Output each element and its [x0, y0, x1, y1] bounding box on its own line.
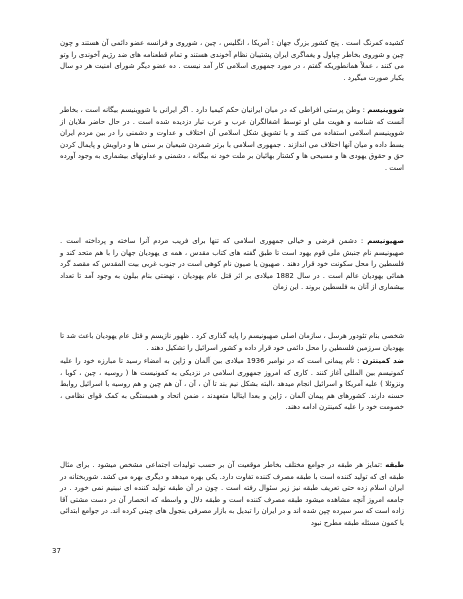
paragraph-term: شووینیسم [367, 106, 405, 114]
paragraph-term: صهیونیسم [367, 237, 404, 245]
paragraph-anti-comintern [60, 356, 404, 414]
paragraph-term: ضد کمینترن [362, 357, 404, 365]
paragraph-chauvinism [60, 105, 404, 174]
paragraph-text: : دشمن فرضی و خیالی جمهوری اسلامی که تنها برای فریب مردم آنرا ساخته و پرداخته است . صهیونیسم نام جنبش ملی قوم یهود است تا طبق گفته های کتاب مقدس ، همه ی یهودیان جهان را با هم متحد کند و فلسطین را محل سکونت خود قرار دهند . صهیون یا صیون نام کوهی است در جنوب غربی بیت المقدس که مقصد گرد همائی یهودیان عالم است . در سال 1882 میلادی بر اثر قتل عام یهودیان ، نهضتی بنام بیلون به وجود آمد تا تعداد بیشماری از آنان به فلسطین بروند . این زمان [60, 237, 404, 291]
paragraph-zionism-continued [60, 331, 404, 354]
paragraph-security-council [60, 38, 404, 84]
paragraph-zionism [60, 236, 404, 294]
paragraph-text: :تمایز هر طبقه در جوامع مختلف بخاطر موقعیت آن بر حسب تولیدات اجتماعی مشخص میشود . برای مثال طبقه ای که تولید کننده است با طبقه مصرف کننده تفاوت دارد. یکی بهره میدهد و دیگری بهره می کشد. شوربختانه در ایران اسلام زده حتی تعریف طبقه نیز زیر سئوال رفته است . چون در آن طبقه تولید کننده ای نبینیم نمی خورد . در جامعه امروز آنچه مشاهده میشود طبقه مصرف کننده است و طبقه دلال و واسطه که انحصار آن در دست مشتی آقا زاده است که سر سپرده چپن شده اند و در ایران را تبدیل به بازار مصرفی بنجول های چینی کرده اند. در جوامع ابتدائی با کمون مسئله طبقه مطرح نبود [60, 461, 404, 527]
paragraph-text: : وطن پرستی افراطی که در میان ایرانیان حکم کیمیا دارد . اگر ایرانی با شووینیسم بیگانه است ، بخاطر آنست که شناسه و هویت ملی او توسط اشغالگران عرب و عرب تبار دزدیده شده است . در حال حاضر ملایان از شووینیسم اسلامی استفاده می کنند و با تشویق شکل اسلامی آن اختلاف و عداوت و دشمنی را در بین مردم ایران بسط داده و میان آنها اختلاف می اندازند . جمهوری اسلامی با برتر شمردن شیعیان بر سنی ها و دراویش و پایمال کردن حق و حقوق یهودی ها و مسیحی ها و کشتار بهائیان بر ملت خود نه بیگانه ، دشمنی و عداوتهای بیشماری به وجود آورده است . [60, 106, 404, 172]
paragraph-term: طبقه [385, 461, 404, 469]
paragraph-text: کشیده کمرنگ است . پنج کشور بزرگ جهان : آمریکا ، انگلیس ، چین ، شوروی و فرانسه عضو دائمی آن هستند و چون چین و شوروی بخاطر چپاول و یغماگری ایران پشتیبان نظام آخوندی هستند و تمام قطعنامه های ضد رژیم آخوندی را وتو می کنند ، عملاً همانطوریکه گفتم ، در مورد جمهوری اسلامی کار آمد نیست . ده عضو دیگر شورای امنیت هر دو سال یکبار صورت میگیرد . [60, 39, 404, 82]
paragraph-text: : نام پیمانی است که در نوامبر 1936 میلادی بین آلمان و ژاپن به امضاء رسید تا مبارزه خود را علیه کمونیسم بین المللی آغاز کنند . کاری که امروز جمهوری اسلامی در نزدیکی به کمونیست ها ( روسیه ، چین ، کوبا ، ونزوئلا ) علیه آمریکا و اسرائیل انجام میدهد ،البته بشکل نیم بند تا آن ، آن ، آن هم چین و هم روسیه با اسرائیل روابط حسنه دارند. کشورهای هم پیمان آلمان ، ژاپن و بعدا ایتالیا متعهدند ، ضمن اتحاد و همبستگی به کمک قوای نظامی ، خصومت خود را علیه کمینترن ادامه دهند. [60, 357, 404, 411]
paragraph-text: شخصی بنام تئودور هرسل ، سازمان اصلی صهیونیسم را پایه گذاری کرد . ظهور نازیسم و قتل عام یهودیان باعث شد تا یهودیان سرزمین فلسطین را محل دائمی خود قرار داده و کشور اسرائیل را تشکیل دهند . [60, 332, 404, 352]
page-number: 37 [52, 547, 61, 555]
paragraph-class [60, 460, 404, 529]
